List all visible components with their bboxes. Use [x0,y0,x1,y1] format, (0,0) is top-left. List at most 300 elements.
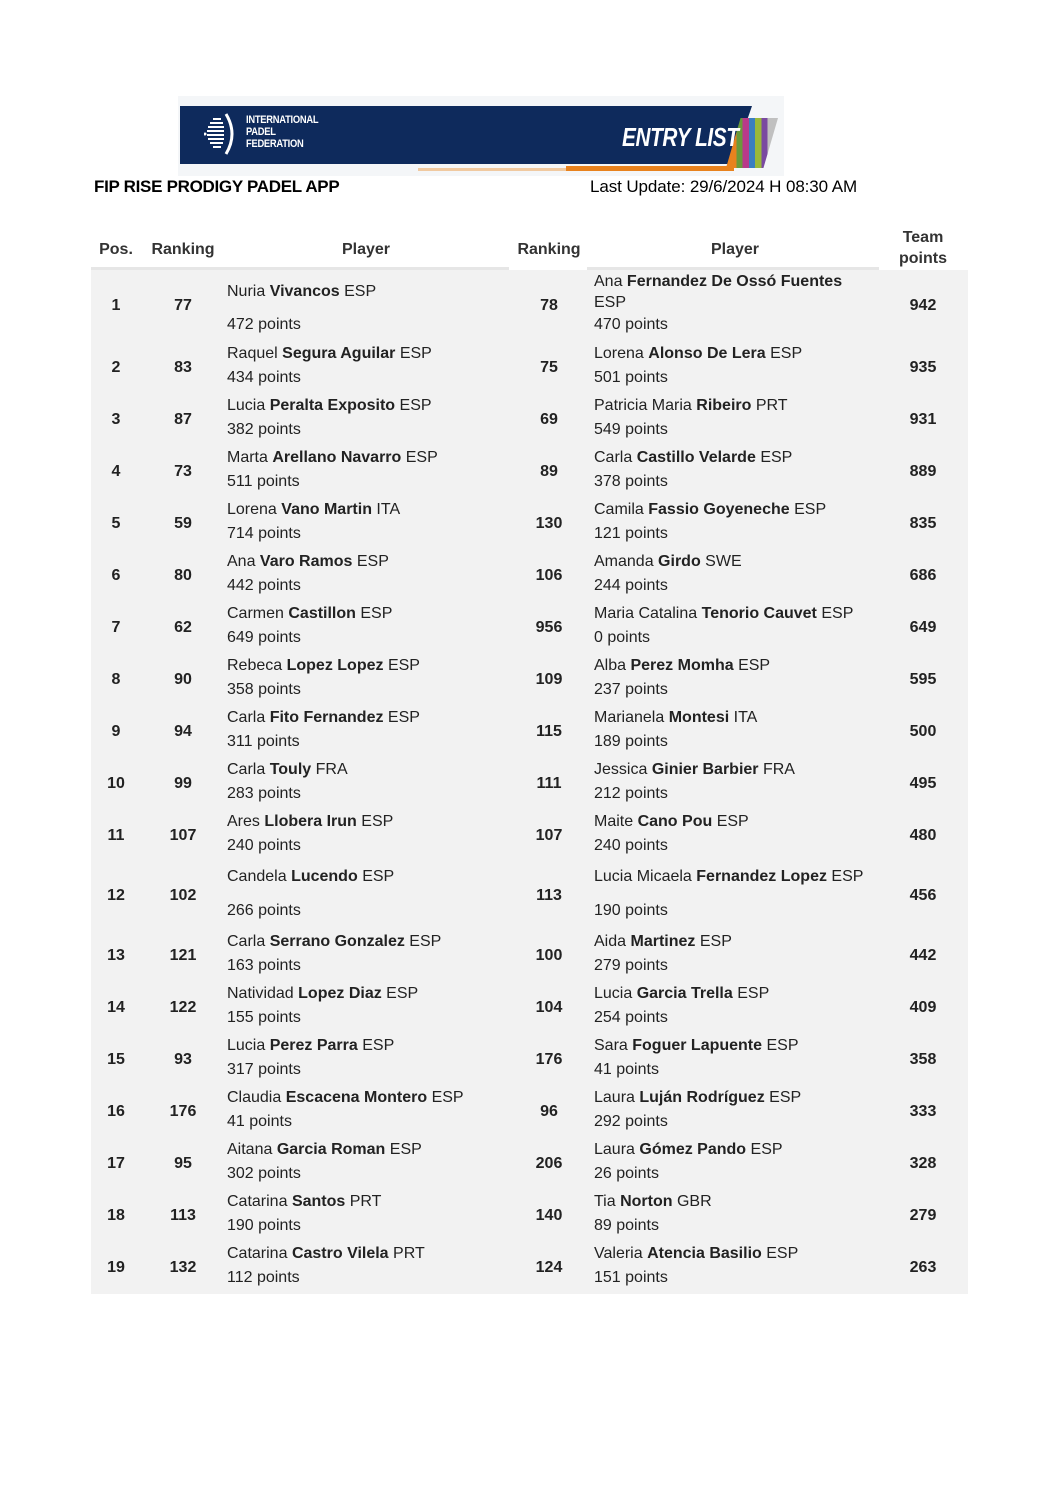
player-nationality: PRT [349,1193,382,1210]
fip-logo-icon [204,110,244,158]
table-row [91,270,968,342]
player-points: 112 points [227,1269,300,1286]
player-last-name: Llobera Irun [264,813,357,830]
team-points-cell: 279 [909,1207,937,1224]
ranking-cell-2: 113 [536,887,562,904]
ranking-cell-1: 121 [169,947,197,964]
player-last-name: Castillon [288,605,356,622]
table-row [91,862,968,930]
ranking-cell-2: 106 [535,567,563,584]
player-points: 41 points [594,1061,659,1078]
team-points-cell: 333 [909,1103,937,1120]
player-last-name: Santos [291,1193,346,1210]
player-last-name: Girdo [658,553,701,570]
player-points: 41 points [227,1113,292,1130]
player-first-name: Nuria [227,283,266,300]
player-name [594,343,864,364]
ranking-cell-1: 90 [174,671,192,688]
player-name [594,1191,864,1212]
player-points: 163 points [227,957,301,974]
player-nationality: PRT [755,397,788,414]
ranking-cell-1: 80 [174,567,192,584]
position-cell: 18 [107,1207,125,1224]
player-nationality: ESP [766,1245,799,1262]
player-points: 714 points [227,525,301,542]
position-cell: 8 [111,671,121,688]
position-cell: 14 [107,999,125,1016]
ranking-cell-2: 89 [540,463,558,480]
player-points: 358 points [227,681,301,698]
player-first-name: Marianela [594,709,665,726]
team-points-cell: 686 [909,567,937,584]
player-name [227,983,497,1004]
player-nationality: ESP [716,813,749,830]
player-name [594,931,864,952]
entry-list-banner [178,96,784,176]
player-last-name: Foguer Lapuente [632,1037,763,1054]
ranking-cell-1: 122 [169,999,197,1016]
player-first-name: Carmen [227,605,284,622]
player-last-name: Vano Martin [281,501,372,518]
player-first-name: Tia [594,1193,616,1210]
player-first-name: Catarina [227,1245,288,1262]
table-row [91,1190,968,1242]
player-last-name: Garcia Trella [636,985,733,1002]
player-first-name: Raquel [227,345,278,362]
player-name [227,343,497,364]
position-cell: 17 [107,1155,125,1172]
player-first-name: Carla [227,933,266,950]
player-nationality: ESP [389,1141,422,1158]
player-name [594,1139,864,1160]
player-points: 237 points [594,681,668,698]
player-points: 317 points [227,1061,301,1078]
player-points: 254 points [594,1009,668,1026]
player-last-name: Lopez Diaz [298,985,382,1002]
team-points-cell: 409 [909,999,937,1016]
ranking-cell-2: 109 [535,671,563,688]
table-row [91,982,968,1034]
player-first-name: Lorena [227,501,277,518]
player-nationality: ESP [399,345,432,362]
player-first-name: Maria Catalina [594,605,698,622]
team-points-cell: 495 [909,775,937,792]
player-nationality: ITA [376,501,401,518]
player-first-name: Catarina [227,1193,288,1210]
player-first-name: Candela [227,868,287,885]
position-cell: 13 [107,947,125,964]
player-first-name: Ana [227,553,256,570]
player-points: 155 points [227,1009,301,1026]
player-points: 240 points [227,837,301,854]
player-name [594,866,864,887]
table-row [91,498,968,550]
player-points: 549 points [594,421,668,438]
player-first-name: Carla [227,709,266,726]
position-cell: 1 [111,297,121,314]
team-points-cell: 263 [909,1259,937,1276]
player-nationality: ESP [738,657,771,674]
table-row [91,930,968,982]
player-name [594,271,864,313]
ranking-cell-1: 176 [169,1103,197,1120]
entry-list-title: ENTRY LIST [622,122,739,152]
player-name [594,1087,864,1108]
team-points-cell: 649 [909,619,937,636]
player-last-name: Peralta Exposito [269,397,396,414]
player-first-name: Ana [594,273,623,290]
player-first-name: Patricia Maria [594,397,692,414]
table-row [91,1034,968,1086]
fip-logo-text [246,114,318,150]
ranking-cell-2: 75 [540,359,558,376]
ranking-cell-2: 100 [535,947,563,964]
ranking-cell-2: 107 [535,827,563,844]
entry-list-table [91,224,968,1294]
player-name [227,707,497,728]
position-cell: 15 [107,1051,125,1068]
position-cell: 6 [111,567,121,584]
player-nationality: ESP [344,283,377,300]
player-name [227,866,497,887]
team-points-cell: 889 [909,463,937,480]
player-name [227,395,497,416]
player-first-name: Aida [594,933,627,950]
player-last-name: Perez Parra [269,1037,358,1054]
player-nationality: ESP [769,1089,802,1106]
player-first-name: Alba [594,657,627,674]
player-name [594,759,864,780]
player-points: 382 points [227,421,301,438]
player-last-name: Touly [269,761,312,778]
ranking-cell-1: 132 [169,1259,197,1276]
player-first-name: Marta [227,449,268,466]
player-last-name: Fernandez De Ossó Fuentes [626,273,843,290]
player-name [594,1035,864,1056]
position-cell: 7 [111,619,121,636]
player-points: 434 points [227,369,301,386]
ranking-cell-2: 115 [536,723,562,740]
ranking-cell-2: 124 [535,1259,563,1276]
player-last-name: Varo Ramos [259,553,353,570]
position-cell: 4 [111,463,121,480]
player-first-name: Camila [594,501,644,518]
ranking-cell-2: 130 [535,515,563,532]
team-points-cell: 328 [909,1155,937,1172]
player-nationality: ESP [831,868,864,885]
player-first-name: Lorena [594,345,644,362]
header-player-1: Player [341,241,391,258]
player-nationality: GBR [676,1193,712,1210]
player-first-name: Valeria [594,1245,643,1262]
ranking-cell-2: 104 [535,999,563,1016]
player-name [227,1139,497,1160]
player-last-name: Arellano Navarro [272,449,402,466]
ranking-cell-1: 113 [170,1207,196,1224]
team-points-cell: 942 [909,297,937,314]
player-last-name: Atencia Basilio [647,1245,762,1262]
player-last-name: Segura Aguilar [282,345,396,362]
player-nationality: ESP [431,1089,464,1106]
player-first-name: Lucia Micaela [594,868,692,885]
player-first-name: Rebeca [227,657,283,674]
ranking-cell-2: 956 [535,619,563,636]
header-player-2: Player [710,241,760,258]
table-row [91,602,968,654]
player-name [594,395,864,416]
table-row [91,758,968,810]
player-points: 292 points [594,1113,668,1130]
player-last-name: Luján Rodríguez [639,1089,765,1106]
team-points-cell: 480 [909,827,937,844]
player-name [594,499,864,520]
player-nationality: ESP [405,449,438,466]
ranking-cell-1: 102 [169,887,197,904]
player-name [227,603,497,624]
player-nationality: ESP [387,657,420,674]
player-last-name: Tenorio Cauvet [701,605,817,622]
player-points: 244 points [594,577,668,594]
table-row [91,706,968,758]
player-first-name: Jessica [594,761,648,778]
player-last-name: Alonso De Lera [648,345,766,362]
player-last-name: Fassio Goyeneche [648,501,790,518]
position-cell: 9 [111,723,121,740]
player-points: 89 points [594,1217,659,1234]
team-points-cell: 935 [909,359,937,376]
table-row [91,810,968,862]
position-cell: 3 [111,411,121,428]
ranking-cell-2: 176 [535,1051,563,1068]
player-first-name: Lucia [227,1037,266,1054]
player-nationality: ESP [750,1141,783,1158]
event-title: FIP RISE PRODIGY PADEL APP [94,177,340,196]
player-points: 151 points [594,1269,668,1286]
table-body [91,270,968,1294]
position-cell: 2 [111,359,121,376]
team-points-cell: 835 [909,515,937,532]
team-points-cell: 456 [909,887,937,904]
player-points: 470 points [594,316,668,333]
player-nationality: ESP [821,605,854,622]
player-nationality: ESP [409,933,442,950]
team-points-cell: 358 [909,1051,937,1068]
player-last-name: Montesi [668,709,730,726]
ranking-cell-1: 83 [174,359,192,376]
player-points: 190 points [227,1217,301,1234]
player-points: 190 points [594,902,668,919]
player-first-name: Aitana [227,1141,273,1158]
player-first-name: Ares [227,813,260,830]
ranking-cell-2: 69 [540,411,558,428]
header-pos: Pos. [99,241,133,258]
ranking-cell-1: 99 [174,775,192,792]
ranking-cell-2: 78 [540,297,558,314]
player-last-name: Vivancos [269,283,340,300]
ranking-cell-1: 95 [174,1155,192,1172]
header-ranking-1: Ranking [151,241,215,258]
player-last-name: Garcia Roman [276,1141,386,1158]
player-points: 189 points [594,733,668,750]
table-row [91,342,968,394]
banner-underline-light [418,168,566,171]
player-nationality: ESP [387,709,420,726]
team-points-cell: 931 [909,411,937,428]
player-first-name: Carla [594,449,633,466]
header-team-points-line2: points [899,250,947,267]
player-name [594,707,864,728]
position-cell: 10 [107,775,125,792]
player-name [227,655,497,676]
player-last-name: Norton [620,1193,673,1210]
ranking-cell-1: 87 [174,411,192,428]
logo-line-3: FEDERATION [246,138,304,150]
player-points: 442 points [227,577,301,594]
player-points: 266 points [227,902,301,919]
player-first-name: Carla [227,761,266,778]
player-points: 283 points [227,785,301,802]
player-first-name: Claudia [227,1089,282,1106]
position-cell: 16 [107,1103,125,1120]
ranking-cell-1: 62 [174,619,192,636]
player-points: 121 points [594,525,668,542]
ranking-cell-1: 59 [174,515,192,532]
player-first-name: Laura [594,1089,635,1106]
ranking-cell-2: 206 [535,1155,563,1172]
table-row [91,550,968,602]
player-name [227,1243,497,1264]
player-last-name: Ginier Barbier [651,761,759,778]
player-name [594,811,864,832]
player-points: 212 points [594,785,668,802]
logo-line-1: INTERNATIONAL [246,114,319,126]
banner-underline [566,166,734,171]
player-name [227,1191,497,1212]
player-name [227,759,497,780]
ranking-cell-2: 96 [540,1103,558,1120]
player-name [227,931,497,952]
player-name [594,655,864,676]
player-nationality: SWE [705,553,742,570]
logo-line-2: PADEL [246,126,276,138]
player-nationality: ESP [362,868,395,885]
ranking-cell-1: 93 [174,1051,192,1068]
player-last-name: Martinez [630,933,696,950]
player-name [227,499,497,520]
position-cell: 5 [111,515,121,532]
ranking-cell-1: 107 [169,827,197,844]
player-first-name: Natividad [227,985,294,1002]
header-ranking-2: Ranking [517,241,581,258]
player-nationality: ESP [760,449,793,466]
ranking-cell-1: 73 [174,463,192,480]
player-points: 0 points [594,629,651,646]
player-last-name: Castillo Velarde [636,449,756,466]
player-last-name: Ribeiro [696,397,752,414]
last-update: Last Update: 29/6/2024 H 08:30 AM [590,177,857,196]
ranking-cell-2: 140 [535,1207,563,1224]
player-points: 279 points [594,957,668,974]
player-points: 511 points [227,473,300,490]
table-row [91,1242,968,1294]
player-name [227,551,497,572]
table-row [91,1138,968,1190]
player-nationality: ESP [766,1037,799,1054]
player-nationality: ESP [386,985,419,1002]
player-name [594,603,864,624]
player-nationality: ESP [362,1037,395,1054]
player-points: 649 points [227,629,301,646]
player-name [227,811,497,832]
player-name [227,1087,497,1108]
player-nationality: ITA [733,709,758,726]
table-header [91,224,968,268]
player-last-name: Castro Vilela [291,1245,389,1262]
player-name [227,447,497,468]
table-row [91,1086,968,1138]
player-last-name: Fernandez Lopez [696,868,827,885]
player-first-name: Lucia [594,985,633,1002]
player-name [227,281,497,302]
player-nationality: ESP [360,605,393,622]
table-row [91,394,968,446]
player-points: 501 points [594,369,668,386]
player-last-name: Escacena Montero [285,1089,428,1106]
team-points-cell: 595 [909,671,937,688]
player-nationality: ESP [794,501,827,518]
player-points: 26 points [594,1165,659,1182]
table-row [91,446,968,498]
player-nationality: ESP [356,553,389,570]
player-nationality: ESP [737,985,770,1002]
player-last-name: Lopez Lopez [286,657,384,674]
player-points: 302 points [227,1165,301,1182]
team-points-cell: 442 [909,947,937,964]
player-last-name: Gómez Pando [639,1141,747,1158]
position-cell: 12 [107,887,125,904]
ranking-cell-2: 111 [536,775,562,792]
player-first-name: Lucia [227,397,266,414]
header-team-points-line1: Team [902,229,944,246]
player-nationality: ESP [399,397,432,414]
player-nationality: ESP [361,813,394,830]
player-last-name: Cano Pou [637,813,713,830]
player-nationality: PRT [393,1245,425,1262]
table-row [91,654,968,706]
header-team-points [883,227,963,269]
team-points-cell: 500 [909,723,937,740]
player-first-name: Sara [594,1037,628,1054]
player-points: 378 points [594,473,668,490]
player-name [594,1243,864,1264]
player-first-name: Amanda [594,553,654,570]
player-last-name: Serrano Gonzalez [269,933,405,950]
position-cell: 19 [107,1259,125,1276]
player-last-name: Perez Momha [630,657,734,674]
player-nationality: ESP [770,345,803,362]
player-nationality: ESP [594,294,627,311]
player-last-name: Fito Fernandez [269,709,384,726]
player-points: 311 points [227,733,300,750]
player-points: 472 points [227,316,301,333]
position-cell: 11 [107,827,125,844]
player-nationality: FRA [762,761,795,778]
player-first-name: Maite [594,813,634,830]
player-nationality: FRA [315,761,348,778]
player-name [594,983,864,1004]
ranking-cell-1: 77 [174,297,192,314]
player-nationality: ESP [699,933,732,950]
